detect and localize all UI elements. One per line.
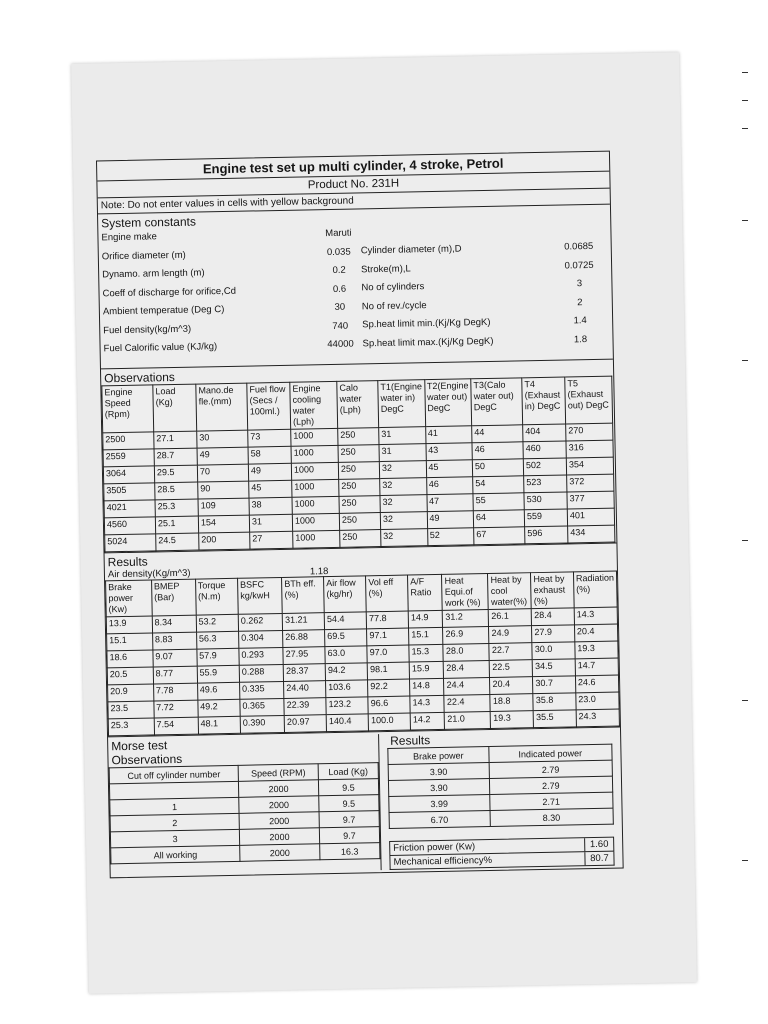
morse-result-header: Indicated power <box>488 744 612 762</box>
results-cell: 0.262 <box>238 613 283 631</box>
results-column-header: Heat by cool water(%) <box>488 573 532 610</box>
results-cell: 48.1 <box>198 716 241 734</box>
results-cell: 19.3 <box>575 641 618 659</box>
observations-cell: 250 <box>338 445 379 463</box>
observations-column-header: T3(Calo water out) DegC <box>471 378 523 426</box>
results-cell: 30.0 <box>532 642 575 660</box>
results-cell: 34.5 <box>532 659 575 677</box>
morse-result-row <box>389 808 613 828</box>
observations-cell: 24.5 <box>156 533 199 551</box>
constant-value: 0.035 <box>326 246 351 258</box>
morse-observation-cell: All working <box>111 845 240 863</box>
morse-result-cell: 6.70 <box>389 811 490 829</box>
constant-label: Stroke(m),L <box>361 262 411 275</box>
margin-mark <box>742 72 748 73</box>
observations-cell: 250 <box>338 428 379 446</box>
observations-cell: 32 <box>380 478 427 496</box>
results-column-header: Vol eff (%) <box>366 575 409 612</box>
results-cell: 57.9 <box>197 648 240 666</box>
constant-value: 0.6 <box>332 283 347 295</box>
constant-value: 2 <box>577 296 583 308</box>
constant-value: 0.2 <box>332 264 346 276</box>
margin-mark <box>742 220 748 221</box>
morse-result-header: Brake power <box>388 747 489 765</box>
constant-label: Fuel Calorific value (KJ/kg) <box>103 341 218 355</box>
observations-cell: 54 <box>473 476 524 494</box>
observations-cell: 3064 <box>103 466 154 484</box>
observations-cell: 46 <box>426 477 473 495</box>
results-cell: 15.1 <box>409 627 444 645</box>
product-number: Product No. 231H <box>97 172 609 199</box>
results-cell: 56.3 <box>196 631 239 649</box>
results-cell: 31.2 <box>443 610 489 628</box>
results-cell: 14.3 <box>574 607 617 625</box>
results-cell: 23.5 <box>108 701 154 719</box>
results-cell: 140.4 <box>326 714 368 732</box>
results-cell: 8.83 <box>152 632 196 650</box>
results-cell: 24.40 <box>284 681 326 699</box>
constant-value: 1.4 <box>573 315 587 327</box>
observations-column-header: Fuel flow (Secs / 100ml.) <box>247 382 291 430</box>
morse-observations <box>108 734 382 875</box>
constant-value: 30 <box>334 301 346 313</box>
results-cell: 63.0 <box>325 646 367 664</box>
results-cell: 14.7 <box>575 658 618 676</box>
observations-column-header: Calo water (Lph) <box>337 381 379 429</box>
constant-value: 1.8 <box>573 333 588 345</box>
constant-value: 0.0725 <box>564 259 594 271</box>
morse-results-table <box>387 744 614 829</box>
results-cell: 14.2 <box>410 712 445 730</box>
results-cell: 8.34 <box>152 615 196 633</box>
observations-cell: 1000 <box>292 479 339 497</box>
morse-test-heading: Morse test <box>111 738 168 754</box>
results-cell: 28.4 <box>444 660 490 678</box>
morse-observation-cell: 1 <box>110 797 239 815</box>
results-cell: 18.8 <box>490 694 533 712</box>
observations-cell: 250 <box>339 513 380 531</box>
morse-observation-cell: 16.3 <box>319 843 379 860</box>
observations-cell: 32 <box>380 495 427 513</box>
morse-results-heading: Results <box>390 733 431 748</box>
results-cell: 18.6 <box>107 650 153 668</box>
results-cell: 28.37 <box>283 664 325 682</box>
mechanical-efficiency-value: 80.7 <box>584 852 613 866</box>
observations-cell: 1000 <box>291 445 338 463</box>
results-cell: 103.6 <box>326 680 368 698</box>
results-cell: 26.1 <box>489 609 532 627</box>
mechanical-efficiency-row <box>389 852 614 870</box>
margin-mark <box>742 540 748 541</box>
margin-mark <box>742 128 748 129</box>
constant-label: Cylinder diameter (m),D <box>360 243 462 257</box>
observations-cell: 200 <box>199 532 250 550</box>
morse-results <box>387 730 615 870</box>
observations-cell: 559 <box>524 509 567 527</box>
results-cell: 23.0 <box>576 692 619 710</box>
morse-result-cell: 3.99 <box>389 795 490 813</box>
results-cell: 15.9 <box>409 661 444 679</box>
mechanical-efficiency-label: Mechanical efficiency% <box>393 854 493 868</box>
engine-test-sheet <box>96 151 624 879</box>
results-column-header: Torque (N.m) <box>195 578 238 615</box>
results-cell: 24.6 <box>575 675 618 693</box>
results-cell: 69.5 <box>325 629 367 647</box>
observations-cell: 31 <box>249 514 292 532</box>
results-cell: 20.4 <box>574 624 617 642</box>
observations-cell: 530 <box>524 492 567 510</box>
constant-label: Engine make <box>101 231 158 244</box>
observations-cell: 25.1 <box>155 516 198 534</box>
observations-cell: 596 <box>525 526 568 544</box>
observations-column-header: Mano.de fle.(mm) <box>196 383 248 431</box>
system-constants-list <box>98 221 613 369</box>
observations-cell: 27.1 <box>154 431 197 449</box>
observations-cell: 32 <box>381 529 428 547</box>
results-cell: 22.4 <box>444 694 490 712</box>
constant-label: Dynamo. arm length (m) <box>102 267 205 281</box>
observations-column-header: Engine cooling water (Lph) <box>290 381 338 429</box>
observations-section <box>101 360 616 554</box>
observations-cell: 1000 <box>292 513 339 531</box>
margin-mark <box>742 360 748 361</box>
constant-label: Sp.heat limit max.(Kj/Kg DegK) <box>362 335 494 349</box>
results-cell: 22.39 <box>284 698 326 716</box>
results-cell: 22.5 <box>490 660 533 678</box>
observations-cell: 3505 <box>104 483 155 501</box>
constant-label: Orifice diameter (m) <box>101 249 186 262</box>
observations-column-header: T2(Engine water out) DegC <box>424 379 471 427</box>
observations-cell: 32 <box>380 512 427 530</box>
constant-value: Maruti <box>325 227 352 240</box>
results-column-header: Heat Equi.of work (%) <box>442 574 489 611</box>
results-cell: 7.78 <box>153 683 197 701</box>
morse-result-cell: 8.30 <box>490 808 614 826</box>
observations-cell: 55 <box>473 493 524 511</box>
morse-test-section <box>108 728 623 878</box>
results-cell: 26.9 <box>443 627 489 645</box>
results-cell: 0.288 <box>239 664 284 682</box>
results-cell: 14.9 <box>408 610 443 628</box>
results-cell: 27.95 <box>283 647 325 665</box>
morse-observations-table <box>109 762 381 864</box>
observations-cell: 31 <box>379 444 426 462</box>
morse-observation-cell: 9.7 <box>319 827 379 844</box>
observations-cell: 250 <box>338 462 379 480</box>
results-cell: 49.2 <box>198 699 241 717</box>
morse-result-cell: 2.71 <box>489 792 613 810</box>
results-cell: 35.5 <box>533 710 576 728</box>
morse-result-cell: 2.79 <box>489 776 613 794</box>
results-cell: 14.8 <box>410 678 445 696</box>
results-cell: 97.1 <box>367 628 409 646</box>
results-cell: 123.2 <box>326 697 368 715</box>
observations-cell: 58 <box>248 446 291 464</box>
morse-observation-cell: 2000 <box>239 812 319 830</box>
paper-sheet <box>71 52 697 994</box>
system-constants-heading: System constants <box>101 214 197 231</box>
observations-cell: 45 <box>426 460 473 478</box>
results-cell: 100.0 <box>368 713 410 731</box>
results-cell: 49.6 <box>197 682 240 700</box>
observations-column-header: T5 (Exhaust out) DegC <box>565 376 613 424</box>
results-column-header: Radiation (%) <box>573 571 617 608</box>
observations-cell: 460 <box>523 441 566 459</box>
margin-mark <box>742 860 748 861</box>
observations-cell: 1000 <box>292 496 339 514</box>
sheet-title: Engine test set up multi cylinder, 4 stroke, Petrol <box>97 152 609 182</box>
results-cell: 98.1 <box>367 662 409 680</box>
results-cell: 20.97 <box>284 715 326 733</box>
observations-cell: 2500 <box>103 432 154 450</box>
constant-label: Ambient temperatue (Deg C) <box>102 304 225 318</box>
observations-cell: 49 <box>248 463 291 481</box>
results-column-header: A/F Ratio <box>408 574 443 611</box>
observations-cell: 1000 <box>291 428 338 446</box>
observations-cell: 250 <box>339 496 380 514</box>
results-cell: 77.8 <box>366 611 408 629</box>
results-cell: 9.07 <box>153 649 197 667</box>
constant-label: Coeff of discharge for orifice,Cd <box>102 285 237 299</box>
observations-cell: 404 <box>523 424 566 442</box>
constant-value: 740 <box>332 320 349 332</box>
observations-cell: 372 <box>567 474 614 492</box>
results-cell: 31.21 <box>282 613 324 631</box>
results-cell: 21.0 <box>445 711 491 729</box>
results-column-header: BMEP (Bar) <box>151 579 196 616</box>
results-cell: 53.2 <box>196 614 239 632</box>
friction-power-label: Friction power (Kw) <box>393 841 476 854</box>
observations-cell: 401 <box>567 508 614 526</box>
observations-cell: 154 <box>198 515 249 533</box>
observations-cell: 67 <box>474 527 525 545</box>
results-cell: 20.4 <box>490 677 533 695</box>
constant-label: No of rev./cycle <box>361 299 427 312</box>
sheet-note: Note: Do not enter values in cells with yellow background <box>98 189 610 215</box>
observations-cell: 52 <box>427 528 474 546</box>
results-cell: 28.4 <box>532 608 575 626</box>
observations-cell: 46 <box>472 442 523 460</box>
results-cell: 0.365 <box>240 698 285 716</box>
observations-cell: 70 <box>197 464 248 482</box>
results-cell: 7.54 <box>154 717 198 735</box>
results-cell: 55.9 <box>197 665 240 683</box>
observations-cell: 64 <box>473 510 524 528</box>
morse-result-cell: 3.90 <box>388 763 489 781</box>
air-density-value: 1.18 <box>309 566 329 578</box>
results-cell: 97.0 <box>367 645 409 663</box>
morse-observation-cell: 2 <box>110 813 239 831</box>
observations-cell: 4021 <box>104 500 155 518</box>
observations-column-header: Engine Speed (Rpm) <box>102 385 154 433</box>
observations-cell: 49 <box>197 447 248 465</box>
morse-observation-cell: 9.7 <box>319 811 379 828</box>
constant-label: No of cylinders <box>361 281 425 294</box>
observations-cell: 43 <box>426 443 473 461</box>
observations-cell: 73 <box>248 429 291 447</box>
results-cell: 54.4 <box>324 612 366 630</box>
results-cell: 25.3 <box>108 718 154 736</box>
observations-cell: 523 <box>524 475 567 493</box>
results-column-header: BSFC kg/kwH <box>237 577 282 614</box>
morse-observation-header: Speed (RPM) <box>238 764 318 782</box>
observations-cell: 502 <box>523 458 566 476</box>
observations-cell: 47 <box>426 494 473 512</box>
results-cell: 30.7 <box>533 676 576 694</box>
results-cell: 8.77 <box>153 666 197 684</box>
observations-cell: 27 <box>250 531 293 549</box>
results-column-header: BTh eff. (%) <box>282 577 325 614</box>
results-cell: 26.88 <box>283 630 325 648</box>
margin-mark <box>742 700 748 701</box>
observations-cell: 50 <box>472 459 523 477</box>
observations-cell: 30 <box>197 430 248 448</box>
friction-power-value: 1.60 <box>584 838 613 852</box>
observations-cell: 45 <box>249 480 292 498</box>
results-column-header: Heat by exhaust (%) <box>531 572 574 609</box>
morse-result-cell: 2.79 <box>489 760 613 778</box>
results-cell: 20.5 <box>107 667 153 685</box>
observations-column-header: T1(Engine water in) DegC <box>378 380 425 428</box>
results-cell: 24.9 <box>489 626 532 644</box>
results-column-header: Brake power (Kw) <box>106 580 152 617</box>
results-cell: 15.1 <box>107 633 153 651</box>
observations-table <box>101 376 615 553</box>
results-cell: 94.2 <box>325 663 367 681</box>
observations-column-header: T4 (Exhaust in) DegC <box>522 377 566 425</box>
system-constants-section <box>98 205 613 370</box>
observations-cell: 354 <box>566 457 613 475</box>
observations-cell: 49 <box>427 511 474 529</box>
morse-observation-cell: 2000 <box>239 796 319 814</box>
observations-cell: 377 <box>567 491 614 509</box>
results-column-header: Air flow (kg/hr) <box>324 576 367 613</box>
morse-observation-cell: 2000 <box>239 780 319 798</box>
results-section <box>105 544 620 738</box>
observations-cell: 41 <box>425 426 472 444</box>
results-cell: 14.3 <box>410 695 445 713</box>
results-cell: 0.293 <box>239 647 284 665</box>
results-cell: 27.9 <box>532 625 575 643</box>
observations-cell: 25.3 <box>155 499 198 517</box>
morse-observation-header: Load (Kg) <box>318 763 378 780</box>
observations-cell: 1000 <box>291 462 338 480</box>
results-table <box>105 571 620 737</box>
results-cell: 0.390 <box>240 715 285 733</box>
results-cell: 15.3 <box>409 644 444 662</box>
results-cell: 92.2 <box>368 679 410 697</box>
results-cell: 20.9 <box>108 684 154 702</box>
results-cell: 96.6 <box>368 696 410 714</box>
results-cell: 24.4 <box>444 677 490 695</box>
results-cell: 7.72 <box>154 700 198 718</box>
observations-cell: 44 <box>472 425 523 443</box>
observations-cell: 29.5 <box>154 465 197 483</box>
constant-label: Sp.heat limit min.(Kj/Kg DegK) <box>362 316 491 331</box>
observations-cell: 28.5 <box>155 482 198 500</box>
observations-cell: 316 <box>566 440 613 458</box>
observations-cell: 434 <box>568 525 615 543</box>
results-cell: 24.3 <box>576 709 619 727</box>
observations-cell: 32 <box>379 461 426 479</box>
observations-cell: 2559 <box>103 449 154 467</box>
morse-observation-cell: 2000 <box>240 844 320 862</box>
observations-cell: 1000 <box>293 530 340 548</box>
morse-result-cell: 3.90 <box>388 779 489 797</box>
results-cell: 22.7 <box>489 643 532 661</box>
results-cell: 19.3 <box>491 711 534 729</box>
morse-observation-cell: 3 <box>110 829 239 847</box>
observations-cell: 90 <box>198 481 249 499</box>
observations-cell: 109 <box>198 498 249 516</box>
results-heading: Results <box>107 554 148 570</box>
observations-cell: 28.7 <box>154 448 197 466</box>
observations-cell: 31 <box>379 427 426 445</box>
constant-label: Fuel density(kg/m^3) <box>103 323 192 336</box>
morse-observation-cell: 9.5 <box>319 795 379 812</box>
results-cell: 0.335 <box>239 681 284 699</box>
results-cell: 28.0 <box>443 644 489 662</box>
observations-column-header: Load (Kg) <box>153 384 197 432</box>
morse-observation-cell: 9.5 <box>318 779 378 796</box>
results-cell: 35.8 <box>533 693 576 711</box>
constant-value: 0.0685 <box>564 240 594 253</box>
observations-cell: 38 <box>249 497 292 515</box>
morse-observation-cell: 2000 <box>240 828 320 846</box>
observations-cell: 270 <box>566 423 613 441</box>
results-cell: 0.304 <box>239 630 284 648</box>
results-cell: 13.9 <box>106 616 152 634</box>
margin-mark <box>742 100 748 101</box>
observations-heading: Observations <box>104 369 175 386</box>
morse-observation-header: Cut off cylinder number <box>109 765 238 783</box>
observations-cell: 4560 <box>104 517 155 535</box>
observations-cell: 250 <box>340 530 381 548</box>
morse-observations-heading: Observations <box>111 751 183 768</box>
observations-cell: 5024 <box>105 534 156 552</box>
observations-cell: 250 <box>339 479 380 497</box>
constant-value: 3 <box>576 278 583 290</box>
air-density-label: Air density(Kg/m^3) <box>107 567 191 581</box>
constant-value: 44000 <box>327 338 354 351</box>
